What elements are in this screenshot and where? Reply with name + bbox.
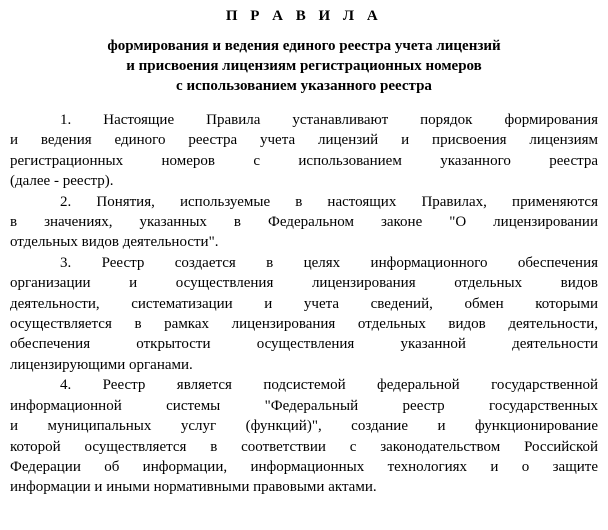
paragraph-3 [10, 253, 598, 375]
paragraph-line: 3. Реестр создается в целях информационного обеспечения [60, 254, 598, 271]
paragraph-2 [10, 192, 598, 253]
subtitle-line: и присвоения лицензиям регистрационных номеров [126, 58, 482, 74]
paragraph-line: 1. Настоящие Правила устанавливают порядок формирования [60, 112, 598, 128]
document-subtitle [10, 36, 598, 96]
paragraph-line: в значениях, указанных в Федеральном законе "О лицензировании [10, 214, 598, 231]
subtitle-line: формирования и ведения единого реестра учета лицензий [107, 38, 501, 54]
paragraph-1 [10, 110, 598, 192]
paragraph-line: (далее - реестр). [10, 173, 114, 190]
paragraph-line: информационной системы "Федеральный реестр государственных [10, 397, 598, 414]
paragraph-line: 2. Понятия, используемые в настоящих Правилах, применяются [60, 193, 598, 210]
paragraph-line: и ведения единого реестра учета лицензий и присвоения лицензиям [10, 132, 598, 149]
paragraph-line: деятельности, систематизации и учета сведений, обмен которыми [10, 295, 598, 312]
paragraph-4 [10, 375, 598, 497]
paragraph-line: которой осуществляется в соответствии с законодательством Российской [10, 438, 598, 455]
paragraph-line: обеспечения открытости осуществления указанной деятельности [10, 336, 598, 353]
paragraph-line: Федерации об информации, информационных технологиях и о защите [10, 458, 598, 475]
subtitle-line: с использованием указанного реестра [176, 78, 432, 94]
paragraph-line: 4. Реестр является подсистемой федеральной государственной [60, 377, 598, 394]
document-title: П Р А В И Л А [225, 8, 383, 24]
paragraph-line: регистрационных номеров с использованием указанного реестра [10, 152, 598, 169]
paragraph-line: организации и осуществления лицензирования отдельных видов [10, 275, 598, 292]
paragraph-line: отдельных видов деятельности". [10, 234, 219, 251]
paragraph-line: лицензирующими органами. [10, 356, 193, 373]
paragraph-line: информации и иными нормативными правовыми актами. [10, 479, 377, 496]
paragraph-line: и муниципальных услуг (функций)", создание и функционирование [10, 418, 598, 435]
paragraph-line: осуществляется в рамках лицензирования отдельных видов деятельности, [10, 316, 598, 333]
